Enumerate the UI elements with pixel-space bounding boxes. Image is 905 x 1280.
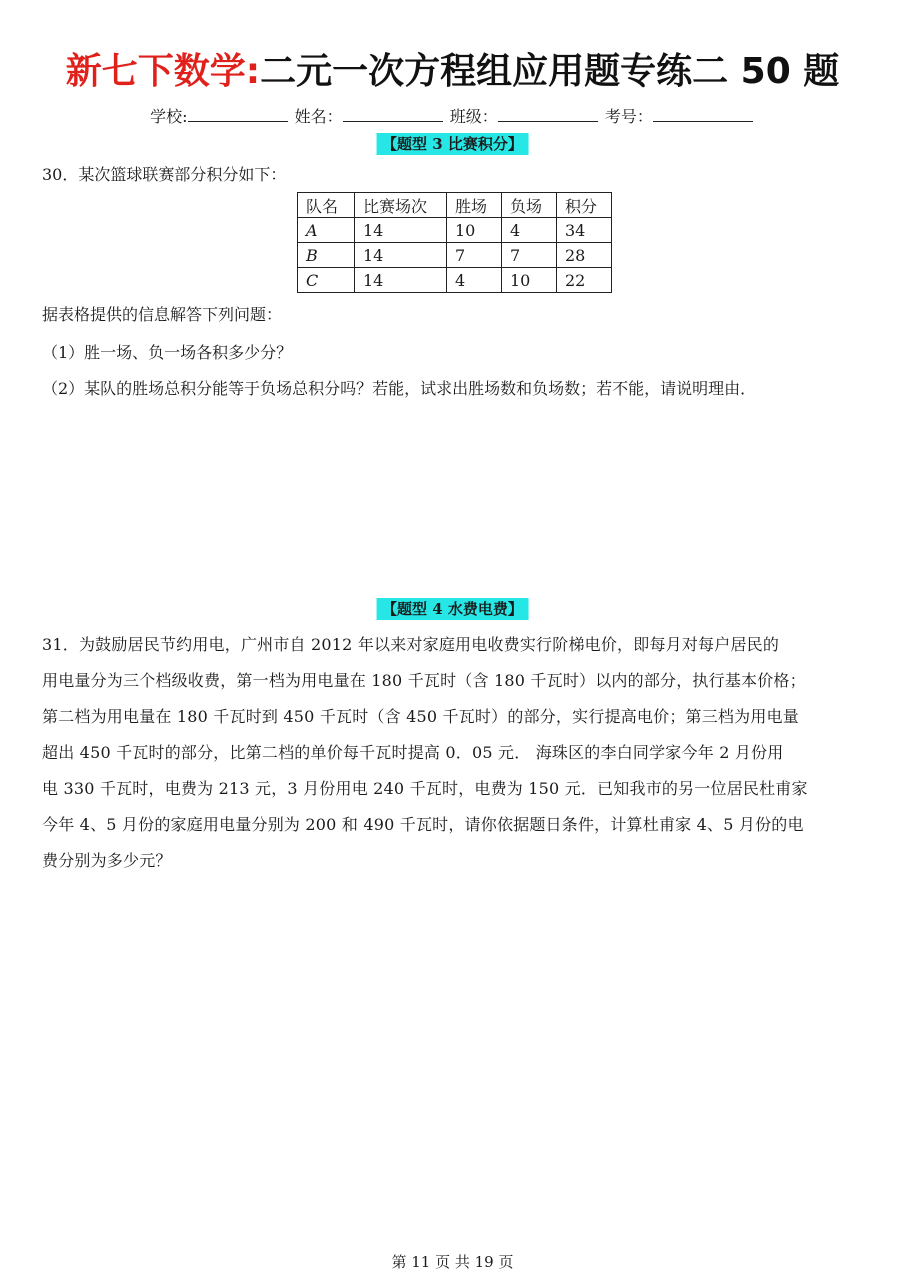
school-label: 学校: [150,107,188,126]
team-name-cell: A [298,218,355,243]
table-header-cell: 积分 [557,193,612,218]
section-tag-3: 【题型 3 比赛积分】 [376,133,529,155]
table-cell: 7 [502,243,557,268]
exam-no-label: 考号： [604,107,653,126]
question-30-part-2: （2）某队的胜场总积分能等于负场总积分吗？若能，试求出胜场数和负场数；若不能，请说明理由． [42,379,757,398]
table-header-cell: 队名 [298,193,355,218]
page-title [0,46,905,98]
question-31-line: 用电量分为三个档级收费，第一档为用电量在 180 千瓦时（含 180 千瓦时）以内的部分，执行基本价格； [42,671,806,690]
table-cell: 10 [447,218,502,243]
table-cell: 22 [557,268,612,293]
table-header-cell: 胜场 [447,193,502,218]
question-31-line: 31．为鼓励居民节约用电，广州市自 2012 年以来对家庭用电收费实行阶梯电价，即每月对每户居民的 [42,635,780,654]
table-cell: 14 [355,268,447,293]
table-cell: 10 [502,268,557,293]
section-tag-4: 【题型 4 水费电费】 [376,598,529,620]
question-31-line: 第二档为用电量在 180 千瓦时到 450 千瓦时（含 450 千瓦时）的部分，实行提高电价；第三档为用电量 [42,707,799,726]
table-cell: 14 [355,218,447,243]
class-blank[interactable] [498,105,598,122]
class-label: 班级： [449,107,498,126]
team-name-cell: C [298,268,355,293]
title-black-part: 二元一次方程组应用题专练二 50 题 [260,51,840,92]
table-header-cell: 负场 [502,193,557,218]
question-31-line: 费分别为多少元？ [42,851,172,870]
question-31-line: 电 330 千瓦时，电费为 213 元，3 月份用电 240 千瓦时，电费为 150 元．已知我市的另一位居民杜甫家 [42,779,808,798]
page-footer: 第 11 页 共 19 页 [391,1253,514,1271]
table-cell: 14 [355,243,447,268]
question-31-line: 今年 4、5 月份的家庭用电量分别为 200 和 490 千瓦时，请你依据题日条件，计算杜甫家 4、5 月份的电 [42,815,804,834]
question-30-part-1: （1）胜一场、负一场各积多少分？ [42,343,293,362]
student-info-line [0,105,905,128]
table-row [298,218,612,243]
table-header-cell: 比赛场次 [355,193,447,218]
question-31-line: 超出 450 千瓦时的部分，比第二档的单价每千瓦时提高 0．05 元． 海珠区的李白同学家今年 2 月份用 [42,743,784,762]
question-30-intro: 30．某次篮球联赛部分积分如下： [42,165,287,184]
question-31-text [42,627,864,879]
table-row [298,243,612,268]
school-blank[interactable] [188,105,288,122]
question-30-instruction: 据表格提供的信息解答下列问题： [42,305,283,324]
table-row [298,268,612,293]
table-cell: 7 [447,243,502,268]
title-red-part: 新七下数学: [65,51,261,92]
table-cell: 28 [557,243,612,268]
exam-no-blank[interactable] [653,105,753,122]
score-table [297,192,612,293]
table-cell: 4 [502,218,557,243]
table-cell: 34 [557,218,612,243]
table-cell: 4 [447,268,502,293]
name-label: 姓名： [294,107,343,126]
name-blank[interactable] [343,105,443,122]
table-header-row [298,193,612,218]
team-name-cell: B [298,243,355,268]
